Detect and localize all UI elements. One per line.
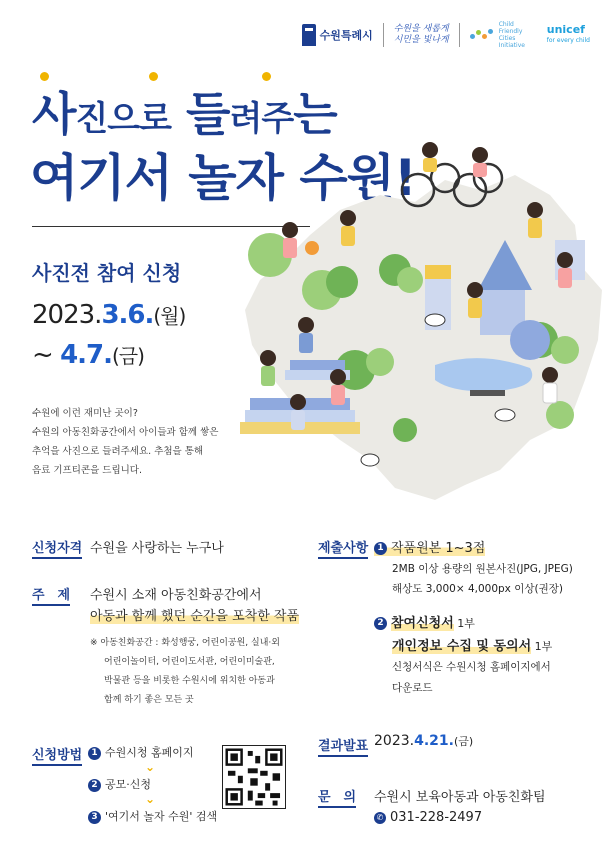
- title-char: 주: [261, 99, 294, 139]
- result-date: [374, 733, 473, 749]
- note-line: ※ 아동친화공간 : 화성행궁, 어린이공원, 실내·외: [90, 638, 280, 648]
- date-month: 4.: [414, 733, 430, 749]
- item-suffix: 1부: [453, 617, 475, 630]
- start-date: [32, 300, 185, 330]
- eligibility-value: 수원을 사랑하는 누구나: [90, 541, 224, 556]
- title-char: 으: [107, 99, 140, 139]
- step-text: 수원시청 홈페이지: [105, 746, 194, 759]
- title-line2: 여기서 놀자 수원!: [30, 149, 416, 207]
- child-figure: [422, 142, 438, 172]
- step-number: 2: [88, 779, 101, 792]
- chevron-down-icon: ⌄: [145, 760, 156, 774]
- submission-item1-title: [374, 537, 485, 556]
- date-year: 2023.: [32, 300, 102, 330]
- end-date: [32, 340, 144, 370]
- step-number: 3: [88, 811, 101, 824]
- step-text: 공모·신청: [105, 778, 152, 791]
- intro-line: 수원에 이런 재미난 곳이?: [32, 408, 138, 419]
- method-label: 신청방법: [32, 744, 82, 766]
- child-figure: [260, 350, 276, 386]
- block-sphere: [510, 320, 550, 360]
- submission-item1-desc2: 해상도 3,000× 4,000px 이상(권장): [392, 583, 564, 595]
- item-suffix: 1부: [531, 640, 553, 653]
- theme-line2: 아동과 함께 했던 순간을 포착한 작품: [90, 605, 299, 624]
- intro-line: 수원의 아동친화공간에서 아이들과 함께 쌓은: [32, 427, 219, 438]
- cfc-text: Child Friendly Cities Initiative: [498, 21, 525, 49]
- theme-line1: 수원시 소재 아동친화공간에서: [90, 588, 262, 603]
- title-char: 진: [75, 99, 108, 139]
- title-accent-dot: [262, 72, 271, 81]
- dog-icon: [425, 314, 445, 326]
- title-char: 는: [293, 87, 337, 141]
- child-figure: [290, 394, 306, 430]
- date-year: 2023.: [374, 733, 415, 749]
- header-logos: [302, 20, 590, 50]
- tree-icon: [393, 418, 417, 442]
- submission-item1-desc1: 2MB 이상 용량의 원본사진(JPG, JPEG): [392, 563, 573, 575]
- cfc-logo: [470, 21, 537, 49]
- slogan-line1: 수원을 새롭게: [393, 24, 449, 34]
- child-figure: [527, 202, 543, 238]
- child-figure: [340, 210, 356, 246]
- title-char: 사: [32, 87, 76, 141]
- bench: [470, 390, 505, 396]
- date-day: 7.: [86, 340, 112, 370]
- logo-divider: [383, 23, 384, 47]
- dog-icon: [495, 409, 515, 421]
- submission-item2-desc1: 신청서식은 수원시청 홈페이지에서: [392, 661, 551, 673]
- method-step-2: [88, 776, 151, 792]
- child-figure: [298, 317, 314, 353]
- date-month: 3.: [101, 300, 128, 330]
- method-step-3: [88, 808, 217, 824]
- title-char: 려: [229, 99, 262, 139]
- suwon-city-logo: [302, 24, 373, 46]
- item-number: 2: [374, 617, 387, 630]
- date-weekday: (금): [453, 735, 474, 748]
- title-accent-dot: [149, 72, 158, 81]
- item-sub: 개인정보 수집 및 동의서: [392, 639, 532, 654]
- child-figure: [467, 282, 483, 318]
- child-figure: [542, 367, 558, 403]
- contact-label: 문 의: [318, 786, 356, 808]
- submission-item2-desc2: 다운로드: [392, 682, 433, 694]
- result-label: 결과발표: [318, 735, 368, 757]
- contact-phone[interactable]: 031-228-2497: [390, 810, 483, 825]
- ball-icon: [305, 241, 319, 255]
- title-accent-dot: [40, 72, 49, 81]
- intro-text: [32, 404, 218, 480]
- park-map-illustration: [230, 140, 608, 510]
- note-line: 박물관 등을 비롯한 수원시에 위치한 아동과: [104, 676, 275, 686]
- title-char: 로: [139, 99, 172, 139]
- suwon-fortress-icon: [302, 24, 316, 46]
- slogan-line2: 시민을 빛나게: [393, 35, 449, 45]
- eligibility-label: 신청자격: [32, 537, 82, 559]
- intro-line: 추억을 사진으로 들려주세요. 추첨을 통해: [32, 446, 204, 457]
- submission-label: 제출사항: [318, 537, 368, 559]
- tree-icon: [546, 401, 574, 429]
- child-figure: [472, 147, 488, 177]
- note-line: 함께 하기 좋은 모든 곳: [104, 695, 194, 705]
- item-number: 1: [374, 542, 387, 555]
- date-weekday: (금): [112, 344, 144, 368]
- submission-item2-title: [374, 612, 475, 631]
- item-title: 참여신청서: [391, 616, 454, 631]
- city-logo-text: 수원특례시: [319, 29, 373, 42]
- cat-icon: [361, 454, 379, 466]
- note-line: 어린이놀이터, 어린이도서관, 어린이미술관,: [104, 657, 275, 667]
- unicef-name: unicef: [546, 23, 585, 36]
- event-subheading: 사진전 참여 신청: [32, 261, 182, 285]
- phone-icon: ✆: [374, 812, 386, 824]
- title-char: 들: [171, 87, 230, 141]
- child-figure: [330, 369, 346, 405]
- logo-divider: [459, 23, 460, 47]
- unicef-tagline: for every child: [546, 37, 590, 44]
- title-line1: [32, 78, 337, 144]
- unicef-logo: [547, 24, 590, 46]
- step-text: '여기서 놀자 수원' 검색: [105, 810, 218, 823]
- intro-line: 음료 기프티콘을 드립니다.: [32, 465, 143, 476]
- theme-notes: [90, 634, 280, 710]
- book-stack: [290, 360, 345, 370]
- date-weekday: (월): [153, 304, 186, 328]
- date-month: 4.: [60, 340, 87, 370]
- city-slogan: [394, 24, 449, 46]
- method-step-1: [88, 744, 194, 760]
- qr-code[interactable]: [222, 745, 286, 809]
- step-number: 1: [88, 747, 101, 760]
- item-title: 작품원본 1~3점: [391, 541, 486, 556]
- child-figure: [557, 252, 573, 288]
- block-tower-cap: [425, 265, 451, 279]
- chevron-down-icon: ⌄: [145, 792, 156, 806]
- date-tilde: ~: [32, 340, 53, 370]
- date-day: 21.: [429, 733, 454, 749]
- contact-phone-row: [374, 810, 482, 825]
- date-day: 6.: [127, 300, 154, 330]
- submission-item2-sub: [392, 635, 552, 654]
- cfc-dots-icon: [470, 28, 496, 42]
- child-figure: [282, 222, 298, 258]
- contact-dept: 수원시 보육아동과 아동친화팀: [374, 790, 546, 805]
- theme-label: 주 제: [32, 584, 70, 606]
